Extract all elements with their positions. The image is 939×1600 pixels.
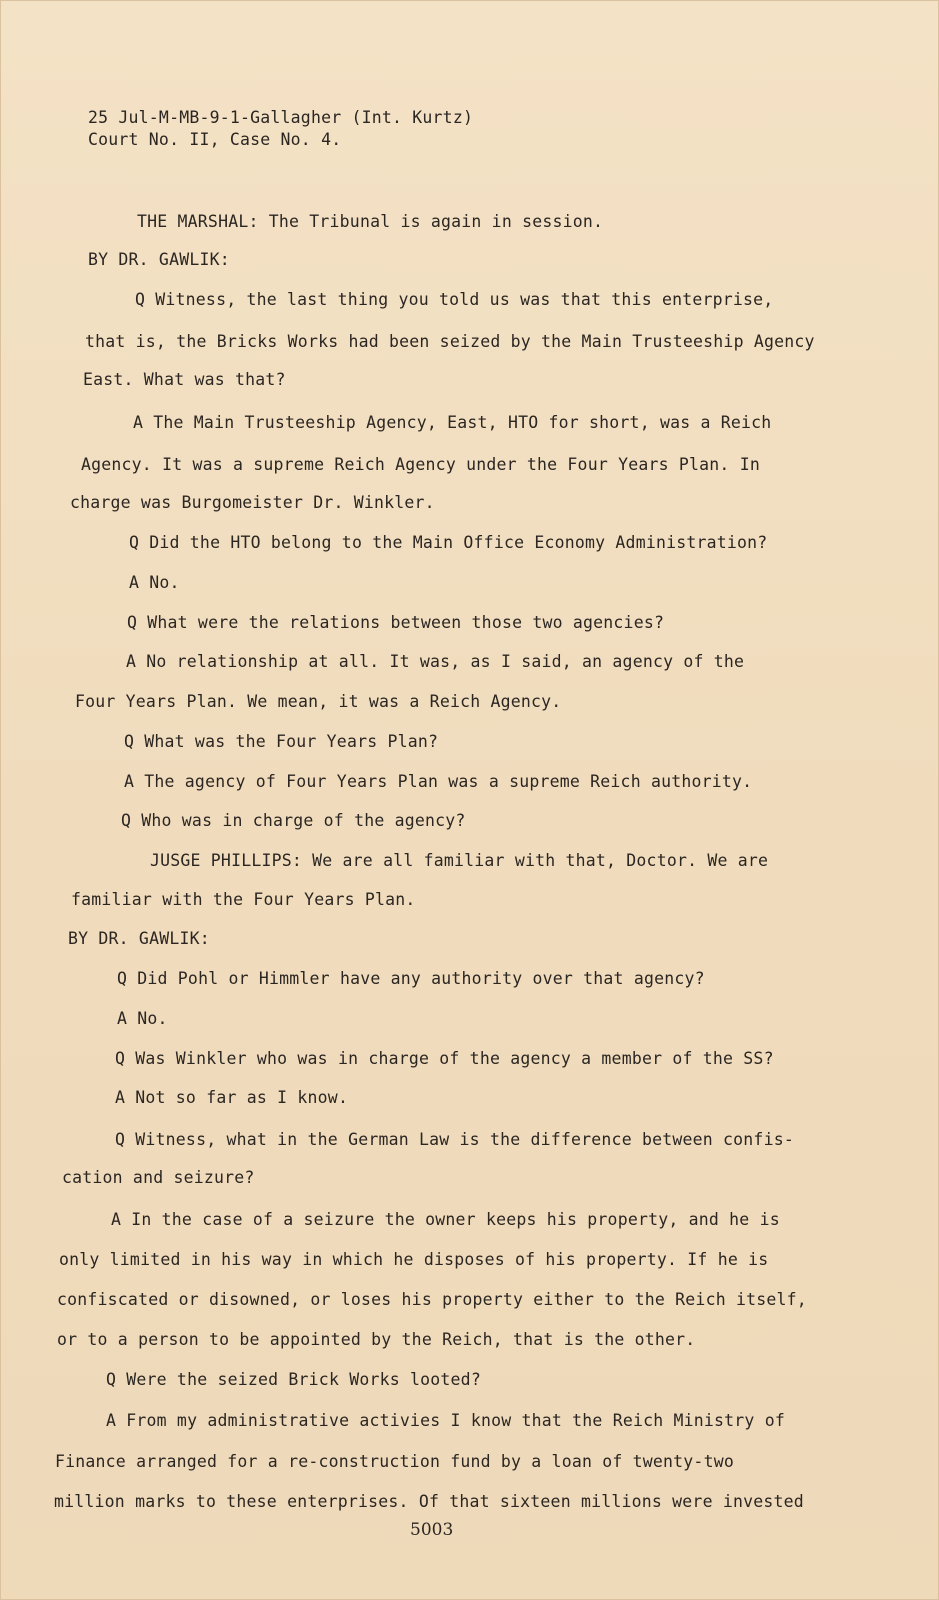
body-line: that is, the Bricks Works had been seized by the Main Trusteeship Agency [85, 332, 815, 351]
header-line-1: 25 Jul-M-MB-9-1-Gallagher (Int. Kurtz) [88, 108, 474, 127]
body-line: A Not so far as I know. [115, 1088, 349, 1107]
body-line: Q What were the relations between those two agencies? [127, 613, 665, 632]
body-line: charge was Burgomeister Dr. Winkler. [70, 493, 435, 512]
body-line: A The agency of Four Years Plan was a supreme Reich authority. [124, 772, 753, 791]
body-line: BY DR. GAWLIK: [88, 250, 230, 269]
body-line: Four Years Plan. We mean, it was a Reich Agency. [75, 692, 562, 711]
body-line: BY DR. GAWLIK: [68, 929, 210, 948]
page-number: 5003 [410, 1520, 454, 1540]
body-line: A The Main Trusteeship Agency, East, HTO for short, was a Reich [133, 413, 772, 432]
body-line: familiar with the Four Years Plan. [71, 890, 416, 909]
body-line: A No relationship at all. It was, as I said, an agency of the [126, 652, 745, 671]
body-line: Q Did the HTO belong to the Main Office Economy Administration? [129, 533, 768, 552]
body-line: Q Were the seized Brick Works looted? [106, 1370, 481, 1389]
body-line: confiscated or disowned, or loses his property either to the Reich itself, [57, 1290, 807, 1309]
body-line: A No. [129, 573, 180, 592]
body-line: Q Who was in charge of the agency? [121, 811, 466, 830]
body-line: JUSGE PHILLIPS: We are all familiar with that, Doctor. We are [150, 851, 769, 870]
body-line: million marks to these enterprises. Of that sixteen millions were invested [54, 1492, 804, 1511]
body-line: Q Witness, the last thing you told us was that this enterprise, [135, 290, 774, 309]
body-line: Q Did Pohl or Himmler have any authority over that agency? [117, 969, 705, 988]
header-line-2: Court No. II, Case No. 4. [88, 130, 342, 149]
body-line: Q What was the Four Years Plan? [124, 732, 439, 751]
body-line: cation and seizure? [62, 1168, 255, 1187]
body-line: Finance arranged for a re-construction fund by a loan of twenty-two [55, 1452, 734, 1471]
body-line: only limited in his way in which he disposes of his property. If he is [59, 1250, 769, 1269]
body-line: A In the case of a seizure the owner keeps his property, and he is [111, 1210, 780, 1229]
body-line: THE MARSHAL: The Tribunal is again in session. [137, 212, 604, 231]
body-line: or to a person to be appointed by the Reich, that is the other. [57, 1330, 696, 1349]
body-line: Q Was Winkler who was in charge of the agency a member of the SS? [115, 1049, 774, 1068]
body-line: East. What was that? [83, 370, 286, 389]
body-line: A From my administrative activies I know that the Reich Ministry of [106, 1411, 785, 1430]
body-line: A No. [117, 1009, 168, 1028]
body-line: Agency. It was a supreme Reich Agency under the Four Years Plan. In [81, 455, 760, 474]
body-line: Q Witness, what in the German Law is the difference between confis- [115, 1130, 794, 1149]
